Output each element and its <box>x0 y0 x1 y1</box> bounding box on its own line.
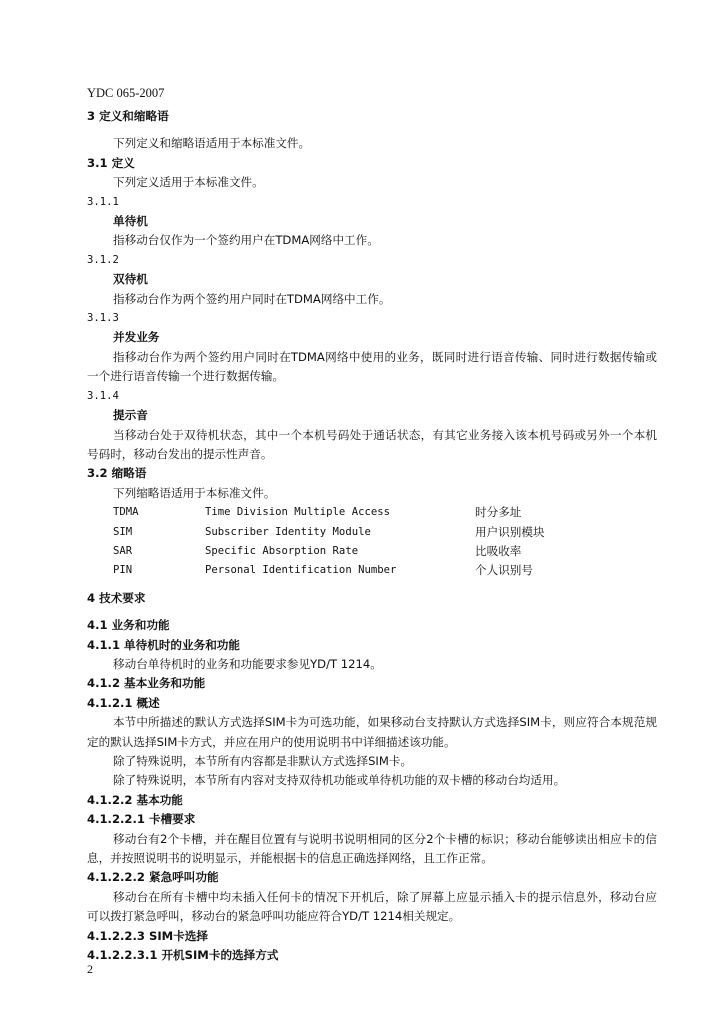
term-definition: 指移动台作为两个签约用户同时在TDMA网络中工作。 <box>113 291 391 306</box>
term-heading: 双待机 <box>113 272 148 287</box>
abbreviation-full: Personal Identification Number <box>205 564 397 577</box>
page-number: 2 <box>87 962 93 976</box>
abbreviation-chinese: 比吸收率 <box>475 543 522 558</box>
abbreviation: SIM <box>113 525 133 538</box>
section-4-1-2-1-heading: 4.1.2.1 概述 <box>87 695 160 710</box>
abbreviation-full: Specific Absorption Rate <box>205 544 359 557</box>
paragraph: 本节中所描述的默认方式选择SIM卡为可选功能，如果移动台支持默认方式选择SIM卡，则应符合本规范规定的默认选择SIM卡方式，并应在用户的使用说明书中详细描述该功能。 <box>87 715 657 749</box>
clause-number: 3.1.2 <box>87 253 119 266</box>
term-definition: 指移动台作为两个签约用户同时在TDMA网络中使用的业务，既同时进行语音传输、同时进行数据传输或一个进行语音传输一个进行数据传输。 <box>87 349 657 384</box>
section-4-heading: 4 技术要求 <box>87 590 146 605</box>
abbreviation-chinese: 用户识别模块 <box>475 524 545 539</box>
term-definition: 当移动台处于双待机状态，其中一个本机号码处于通话状态，有其它业务接入该本机号码或另外一个本机号码时，移动台发出的提示性声音。 <box>87 427 657 461</box>
abbreviation: SAR <box>113 544 133 557</box>
abbreviation-row <box>87 523 657 542</box>
term-heading: 单待机 <box>113 214 148 229</box>
section-3-heading: 3 定义和缩略语 <box>87 109 169 123</box>
abbreviation-row <box>87 503 657 522</box>
abbreviation-row <box>87 542 657 561</box>
clause-number: 3.1.4 <box>87 389 119 402</box>
abbreviation-full: Subscriber Identity Module <box>205 525 371 538</box>
paragraph: 移动台在所有卡槽中均未插入任何卡的情况下开机后，除了屏幕上应显示插入卡的提示信息外，移动台应可以拨打紧急呼叫，移动台的紧急呼叫功能应符合YD/T 1214相关规定。 <box>87 889 657 924</box>
term-definition: 指移动台仅作为一个签约用户在TDMA网络中工作。 <box>113 233 379 248</box>
abbreviation: TDMA <box>113 506 139 519</box>
term-heading: 并发业务 <box>113 330 160 345</box>
clause-number: 3.1.1 <box>87 195 119 208</box>
section-3-1-intro: 下列定义适用于本标准文件。 <box>113 175 264 190</box>
abbreviation-row <box>87 561 657 580</box>
section-4-1-2-heading: 4.1.2 基本业务和功能 <box>87 676 206 691</box>
section-3-2-intro: 下列缩略语适用于本标准文件。 <box>113 485 276 500</box>
section-4-1-1-heading: 4.1.1 单待机时的业务和功能 <box>87 637 240 652</box>
abbreviation: PIN <box>113 564 133 577</box>
abbreviation-chinese: 个人识别号 <box>475 563 533 578</box>
section-3-intro: 下列定义和缩略语适用于本标准文件。 <box>113 136 311 151</box>
section-4-1-2-2-3-1-heading: 4.1.2.2.3.1 开机SIM卡的选择方式 <box>87 948 279 962</box>
abbreviation-full: Time Division Multiple Access <box>205 506 390 519</box>
term-heading: 提示音 <box>113 408 148 423</box>
header-standard-code: YDC 065-2007 <box>87 86 165 100</box>
clause-number: 3.1.3 <box>87 312 119 325</box>
section-4-1-2-2-1-heading: 4.1.2.2.1 卡槽要求 <box>87 812 196 827</box>
abbreviation-chinese: 时分多址 <box>475 505 522 520</box>
paragraph: 移动台有2个卡槽，并在醒目位置有与说明书说明相同的区分2个卡槽的标识；移动台能够读出相应卡的信息，并按照说明书的说明显示，并能根据卡的信息正确选择网络，且工作正常。 <box>87 831 657 865</box>
section-4-1-2-2-heading: 4.1.2.2 基本功能 <box>87 792 183 807</box>
section-4-1-1-text: 移动台单待机时的业务和功能要求参见YD/T 1214。 <box>113 656 382 671</box>
section-4-1-heading: 4.1 业务和功能 <box>87 618 170 633</box>
section-4-1-2-2-2-heading: 4.1.2.2.2 紧急呼叫功能 <box>87 870 219 885</box>
section-3-2-heading: 3.2 缩略语 <box>87 466 147 481</box>
paragraph: 除了特殊说明，本节所有内容对支持双待机功能或单待机功能的双卡槽的移动台均适用。 <box>113 773 566 788</box>
section-3-1-heading: 3.1 定义 <box>87 155 135 170</box>
paragraph: 除了特殊说明，本节所有内容都是非默认方式选择SIM卡。 <box>113 753 413 768</box>
section-4-1-2-2-3-heading: 4.1.2.2.3 SIM卡选择 <box>87 928 208 943</box>
document-body <box>87 107 657 965</box>
